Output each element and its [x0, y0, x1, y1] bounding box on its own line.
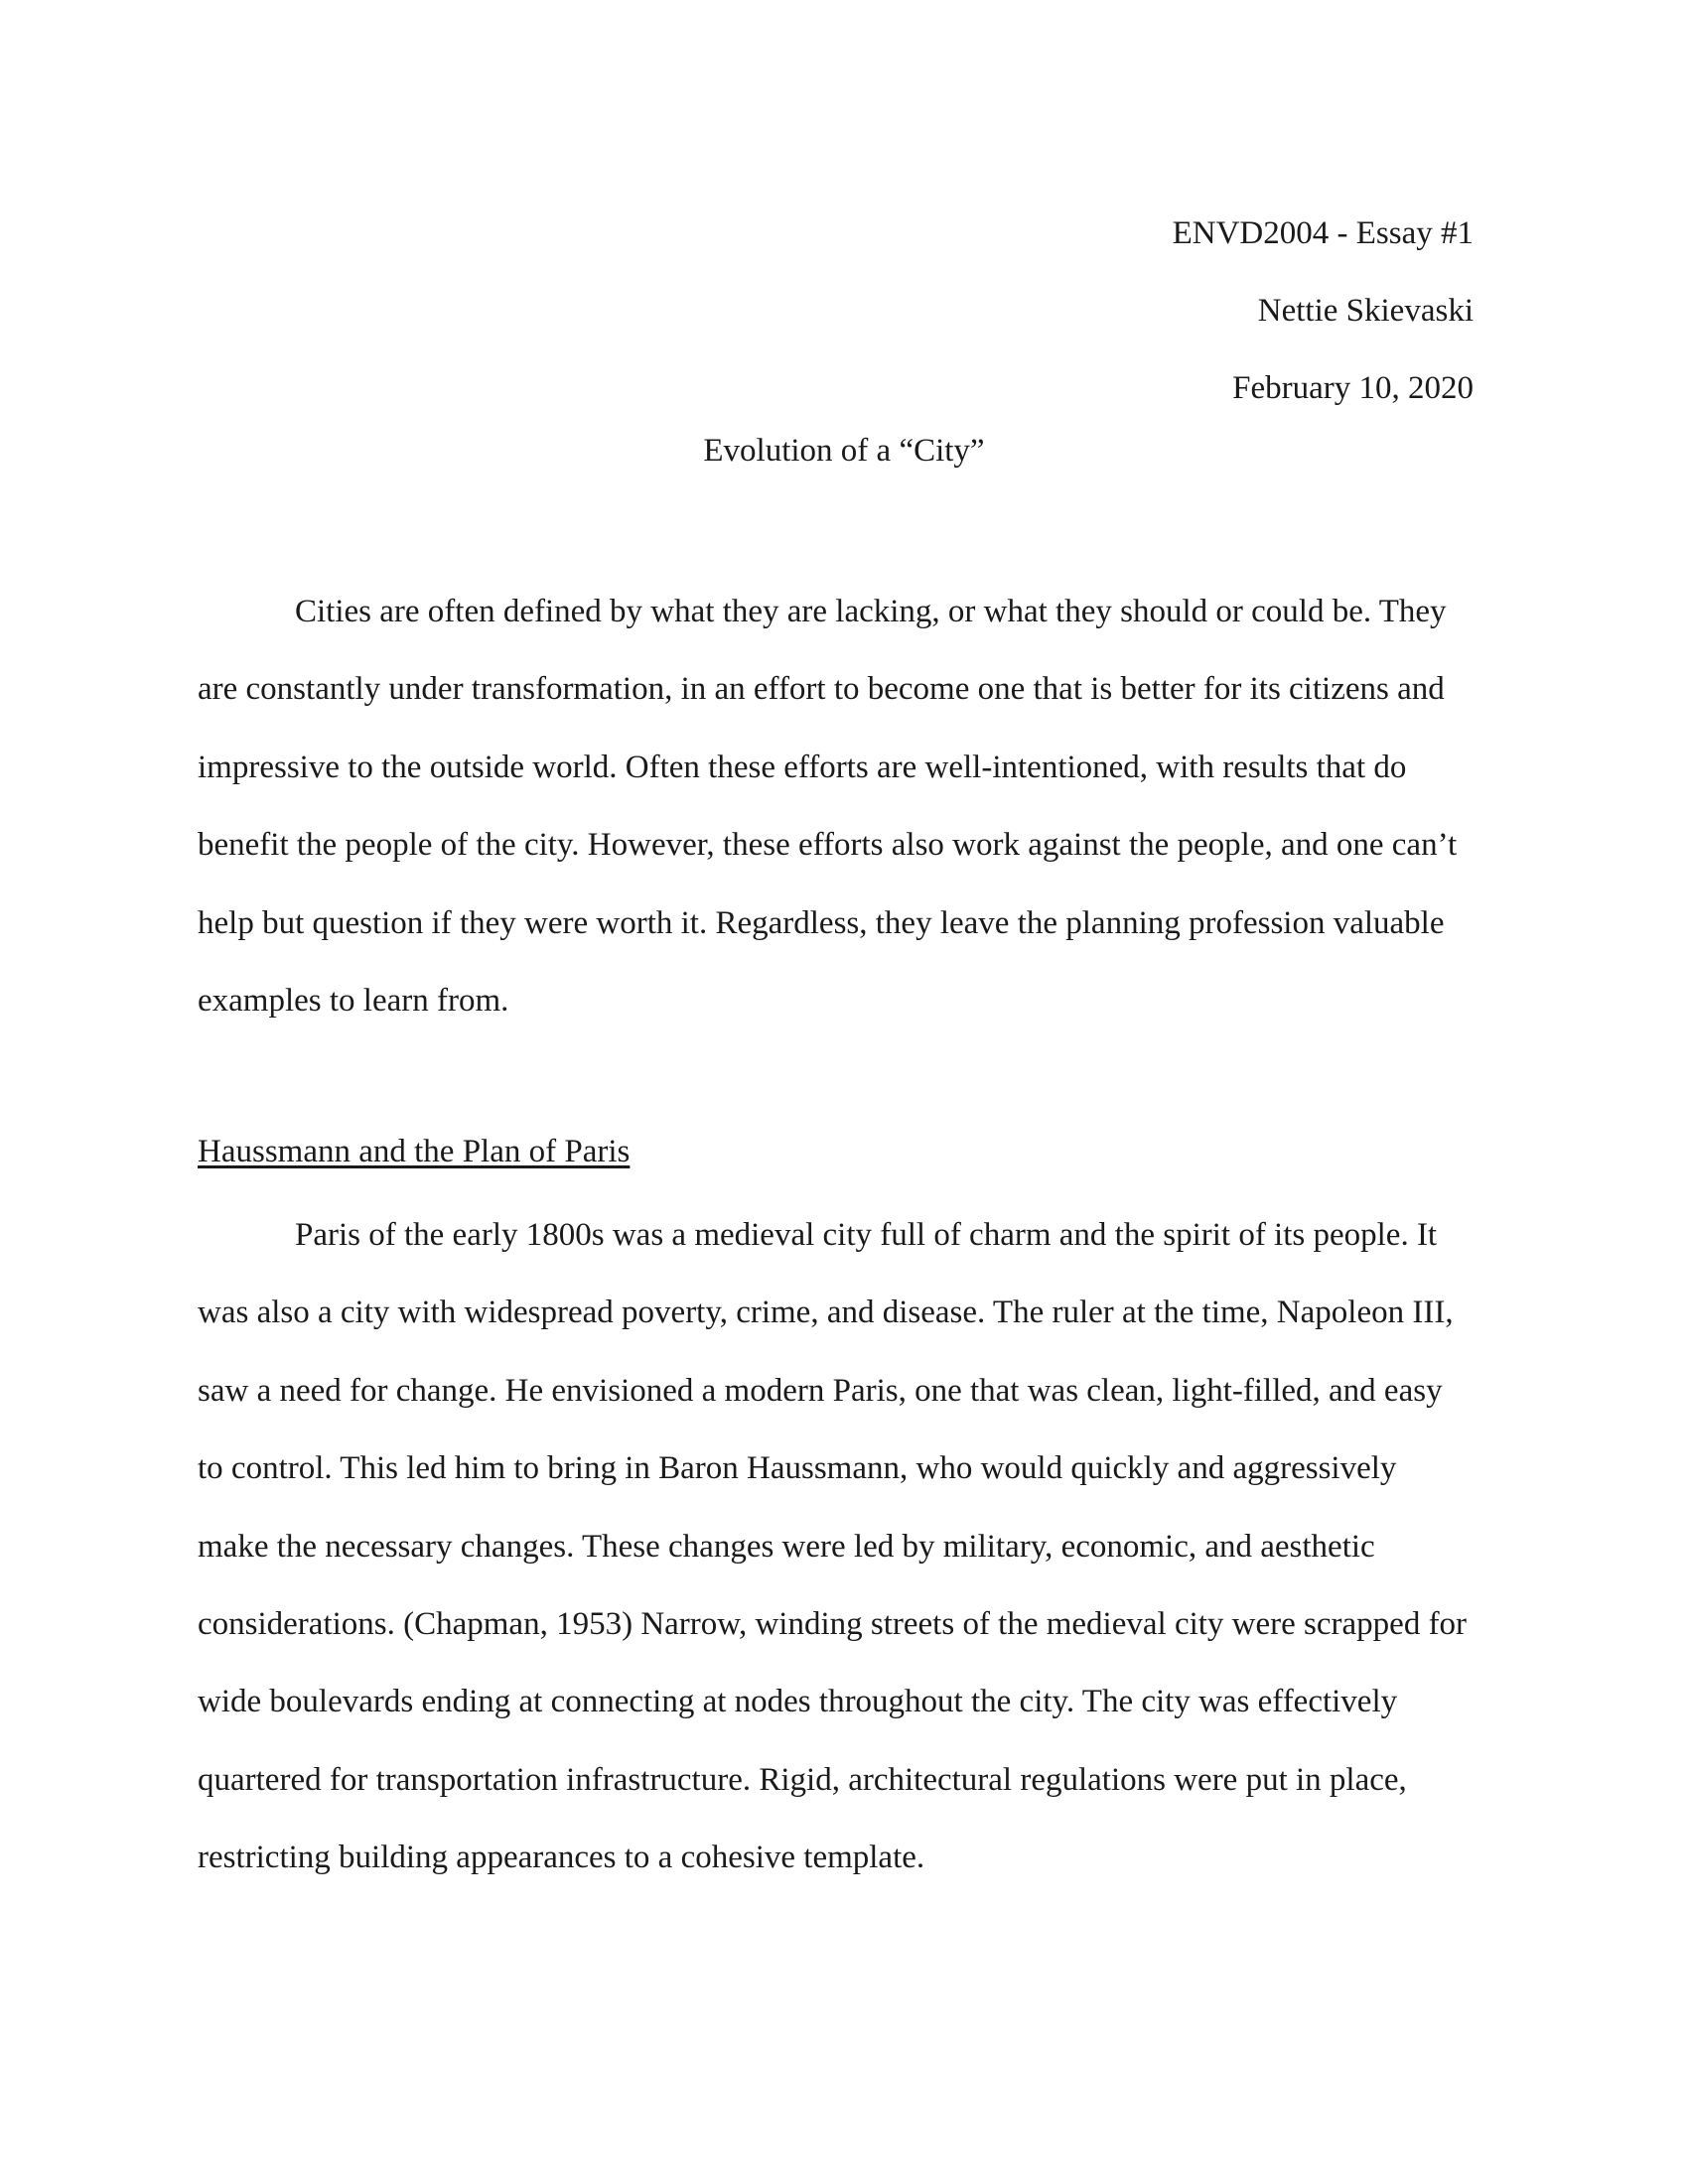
section-paragraph [198, 1196, 1488, 1897]
paragraph-line: considerations. (Chapman, 1953) Narrow, winding streets of the medieval city were scrapped for [198, 1606, 1468, 1643]
paragraph-line: to control. This led him to bring in Baron Haussmann, who would quickly and aggressively [198, 1450, 1397, 1487]
paragraph-line: Cities are often defined by what they are lacking, or what they should or could be. They [295, 594, 1447, 629]
paragraph-line: Paris of the early 1800s was a medieval city full of charm and the spirit of its people. It [295, 1217, 1438, 1253]
essay-header [1173, 195, 1474, 427]
paragraph-line: are constantly under transformation, in an effort to become one that is better for its citizens and [198, 671, 1445, 708]
paragraph-line: saw a need for change. He envisioned a modern Paris, one that was clean, light-filled, and easy [198, 1372, 1443, 1409]
paragraph-line: examples to learn from. [198, 983, 509, 1020]
paragraph-line: restricting building appearances to a cohesive template. [198, 1840, 925, 1876]
essay-title: Evolution of a “City” [703, 433, 985, 469]
course-line: ENVD2004 - Essay #1 [1172, 215, 1474, 251]
author-name: Nettie Skievaski [1257, 293, 1474, 329]
intro-paragraph [198, 573, 1488, 1039]
paragraph-line: make the necessary changes. These changes were led by military, economic, and aesthetic [198, 1528, 1375, 1565]
paragraph-line: was also a city with widespread poverty, crime, and disease. The ruler at the time, Napoleon III, [198, 1295, 1454, 1331]
paragraph-line: benefit the people of the city. However, these efforts also work against the people, and one can’t [198, 827, 1458, 864]
section-heading: Haussmann and the Plan of Paris [198, 1134, 631, 1169]
paragraph-line: quartered for transportation infrastructure. Rigid, architectural regulations were put in place, [198, 1761, 1407, 1798]
paragraph-line: impressive to the outside world. Often these efforts are well-intentioned, with results that do [198, 749, 1407, 785]
essay-date: February 10, 2020 [1232, 370, 1474, 406]
paragraph-line: help but question if they were worth it. Regardless, they leave the planning profession valuable [198, 904, 1445, 941]
paragraph-line: wide boulevards ending at connecting at nodes throughout the city. The city was effectively [198, 1684, 1398, 1720]
